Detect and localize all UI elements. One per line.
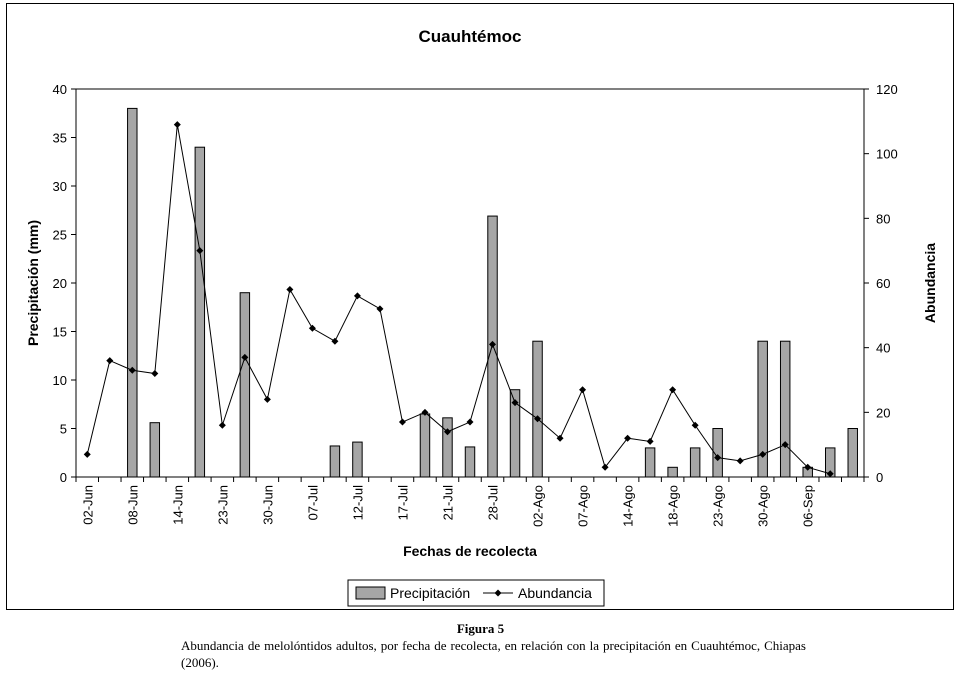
abundance-point: [737, 457, 744, 464]
x-tick-label: 23-Ago: [710, 485, 726, 527]
abundance-point: [309, 325, 316, 332]
precip-bar: [150, 423, 159, 477]
x-tick-label: 18-Ago: [665, 485, 681, 527]
precip-bar: [533, 341, 542, 477]
x-tick-label: 02-Jun: [80, 485, 96, 525]
y-left-axis-label: Precipitación (mm): [25, 219, 41, 347]
precip-bar: [690, 448, 699, 477]
x-tick-label: 23-Jun: [215, 485, 231, 525]
legend-abundance-label: Abundancia: [518, 585, 592, 601]
abundance-point: [331, 338, 338, 345]
y-left-tick-label: 0: [59, 470, 67, 485]
x-axis-label: Fechas de recolecta: [403, 543, 537, 559]
abundance-point: [467, 419, 474, 426]
precip-bar: [645, 448, 654, 477]
abundance-point: [647, 438, 654, 445]
x-tick-label: 28-Jul: [485, 485, 501, 521]
x-tick-label: 17-Jul: [395, 485, 411, 521]
abundance-point: [579, 386, 586, 393]
y-left-tick-label: 10: [52, 373, 67, 388]
abundance-point: [219, 422, 226, 429]
x-tick-label: 07-Ago: [575, 485, 591, 527]
abundance-point: [286, 286, 293, 293]
abundance-point: [692, 422, 699, 429]
y-right-axis-label: Abundancia: [922, 242, 938, 324]
y-right-tick-label: 20: [876, 405, 891, 421]
abundance-point: [84, 451, 91, 458]
y-right-tick-label: 100: [876, 146, 898, 162]
abundance-point: [376, 305, 383, 312]
precip-bar: [465, 447, 474, 477]
legend-precip-label: Precipitación: [390, 585, 471, 601]
y-left-tick-label: 20: [52, 276, 67, 291]
abundance-point: [264, 396, 271, 403]
x-tick-label: 14-Ago: [620, 485, 636, 527]
x-tick-label: 06-Sep: [800, 485, 816, 527]
x-tick-label: 07-Jul: [305, 485, 321, 521]
chart-title: Cuauhtémoc: [418, 27, 522, 46]
precip-bar: [443, 418, 452, 477]
precip-bar: [420, 414, 429, 477]
y-right-tick-label: 40: [876, 340, 891, 356]
y-left-tick-label: 40: [52, 82, 67, 97]
precip-bar: [330, 446, 339, 477]
precip-bar: [353, 442, 362, 477]
y-right-tick-label: 60: [876, 276, 891, 291]
abundance-point: [399, 419, 406, 426]
precip-bar: [128, 108, 137, 477]
x-tick-label: 08-Jun: [125, 485, 141, 525]
legend-precip-swatch: [356, 587, 385, 599]
abundance-point: [669, 386, 676, 393]
y-left-tick-label: 30: [52, 179, 67, 194]
figure-label: Figura 5: [456, 621, 505, 636]
abundance-point: [174, 121, 181, 128]
y-left-tick-label: 5: [59, 421, 67, 437]
y-left-tick-label: 35: [52, 130, 67, 146]
x-tick-label: 30-Ago: [755, 485, 771, 527]
precip-bar: [780, 341, 789, 477]
precip-bar: [240, 293, 249, 477]
x-tick-label: 14-Jun: [170, 485, 186, 525]
precip-bar: [848, 429, 857, 478]
abundance-point: [106, 357, 113, 364]
figure-caption: Abundancia de melolóntidos adultos, por fecha de recolecta, en relación con la precipitación en Cuauhtémoc, Chiapas (2006).: [181, 638, 806, 670]
abundance-point: [151, 370, 158, 377]
y-right-tick-label: 0: [876, 470, 884, 485]
precip-bar: [195, 147, 204, 477]
y-left-tick-label: 15: [52, 324, 67, 340]
abundance-point: [354, 292, 361, 299]
y-right-tick-label: 80: [876, 211, 891, 227]
x-tick-label: 30-Jun: [260, 485, 276, 525]
x-tick-label: 02-Ago: [530, 485, 546, 527]
y-right-tick-label: 120: [876, 82, 898, 97]
x-tick-label: 12-Jul: [350, 485, 366, 521]
precip-bar: [668, 467, 677, 477]
y-left-tick-label: 25: [52, 227, 67, 243]
x-tick-label: 21-Jul: [440, 485, 456, 521]
